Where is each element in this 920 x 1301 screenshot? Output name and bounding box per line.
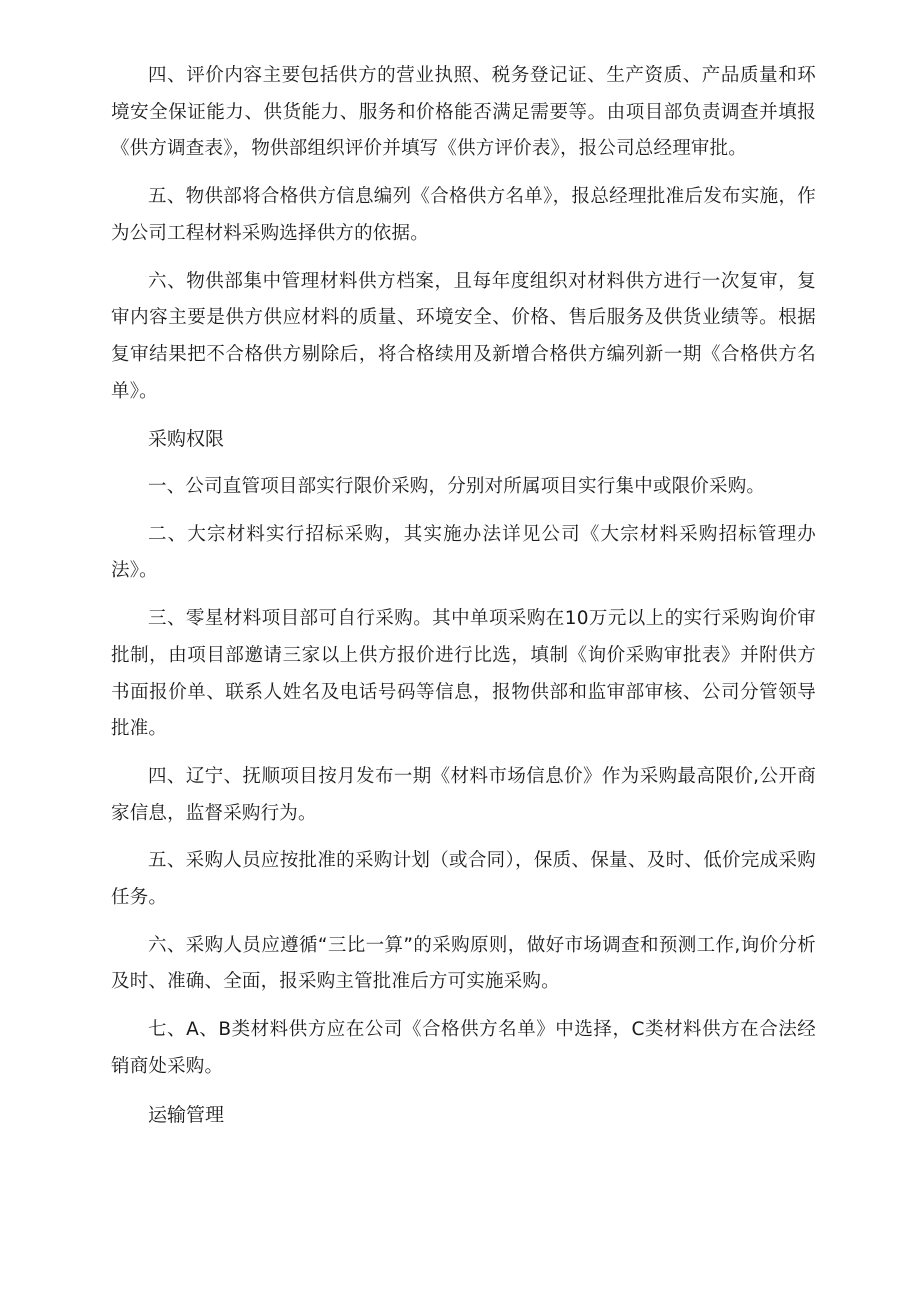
purchase-authority-item: 四、辽宁、抚顺项目按月发布一期《材料市场信息价》作为采购最高限价,公开商家信息，监督采购行为。: [111, 765, 816, 824]
purchase-authority-item: 七、A、B类材料供方应在公司《合格供方名单》中选择，C类材料供方在合法经销商处采购。: [111, 1019, 816, 1077]
purchase-authority-item: 六、采购人员应遵循“三比一算”的采购原则，做好市场调查和预测工作,询价分析及时、准确、全面，报采购主管批准后方可实施采购。: [111, 934, 816, 993]
document-page: [111, 58, 816, 1144]
purchase-authority-item: 一、公司直管项目部实行限价采购，分别对所属项目实行集中或限价采购。: [148, 476, 766, 498]
paragraph-qualified-list: 五、物供部将合格供方信息编列《合格供方名单》，报总经理批准后发布实施，作为公司工程材料采购选择供方的依据。: [111, 186, 816, 244]
section-heading-transport: 运输管理: [148, 1103, 225, 1126]
purchase-authority-item: 三、零星材料项目部可自行采购。其中单项采购在10万元以上的实行采购询价审批制，由项目部邀请三家以上供方报价进行比选，填制《询价采购审批表》并附供方书面报价单、联系人姓名及电话号码等信息，报物供部和监审部审核、公司分管领导批准。: [111, 608, 816, 740]
purchase-authority-item: 五、采购人员应按批准的采购计划（或合同），保质、保量、及时、低价完成采购任务。: [111, 850, 816, 909]
paragraph-evaluation-content: 四、评价内容主要包括供方的营业执照、税务登记证、生产资质、产品质量和环境安全保证能力、供货能力、服务和价格能否满足需要等。由项目部负责调查并填报《供方调查表》，物供部组织评价并填写《供方评价表》，报公司总经理审批。: [111, 65, 816, 160]
section-heading-purchase-authority: 采购权限: [148, 428, 225, 451]
purchase-authority-item: 二、大宗材料实行招标采购，其实施办法详见公司《大宗材料采购招标管理办法》。: [111, 523, 816, 582]
paragraph-annual-review: 六、物供部集中管理材料供方档案，且每年度组织对材料供方进行一次复审，复审内容主要是供方供应材料的质量、环境安全、价格、售后服务及供货业绩等。根据复审结果把不合格供方剔除后，将合格续用及新增合格供方编列新一期《合格供方名单》。: [111, 270, 816, 402]
